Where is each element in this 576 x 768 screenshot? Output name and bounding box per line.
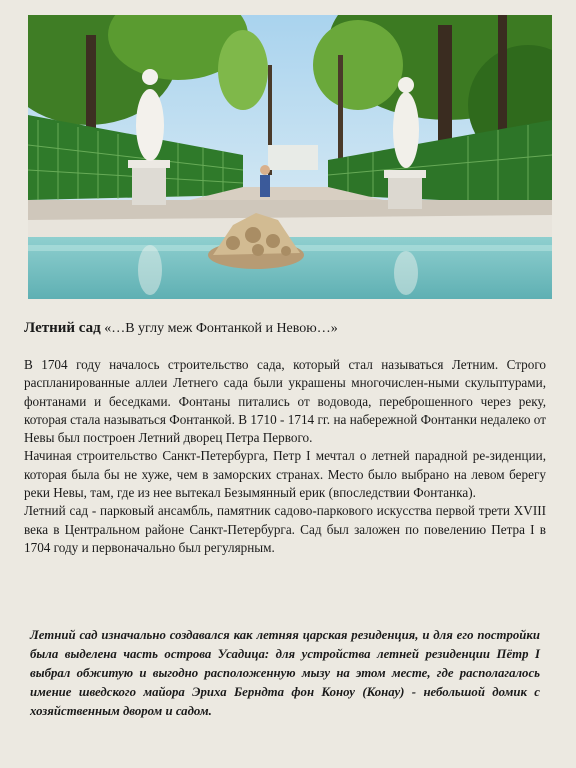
heading-title: Летний сад	[24, 320, 101, 336]
history-quote: Летний сад изначально создавался как летняя царская резиденция, и для его постройки была выделена часть острова Усадица: для устройства летней резиденции Пётр I выбрал обжитую и выгодно расположенную мызу на этом месте, где располагалось имение шведского майора Эриха Берндта фон Коноу (Конау) - небольшой домик с хозяйственным двором и садом.	[30, 628, 540, 718]
paragraph: Летний сад - парковый ансамбль, памятник садово-паркового искусства первой трети XVIII века в Центральном районе Санкт-Петербурга. Сад был заложен по повелению Петра I в 1704 году и первоначально был регулярным.	[24, 503, 546, 555]
paragraph: В 1704 году началось строительство сада, который стал называться Летним. Строго распланированные аллеи Летнего сада были украшены многочислен-ными скульптурами, фонтанами и беседками. Фонтаны питались от водовода, переброшенного через реку, которая стала называться Фонтанкой. В 1710 - 1714 гг. на набережной Фонтанки недалеко от Невы был построен Летний дворец Петра Первого.	[24, 357, 546, 446]
paragraph: Начиная строительство Санкт-Петербурга, Петр I мечтал о летней парадной ре-зиденции, которая была бы не хуже, чем в заморских странах. Место было выбрано на левом берегу реки Невы, там, где из нее вытекал Безымянный ерик (впоследствии Фонтанка).	[24, 448, 546, 501]
body-text	[24, 356, 546, 557]
section-heading	[24, 318, 554, 339]
heading-subtitle: «…В углу меж Фонтанкой и Невою…»	[104, 321, 338, 336]
summer-garden-photo	[28, 15, 552, 299]
